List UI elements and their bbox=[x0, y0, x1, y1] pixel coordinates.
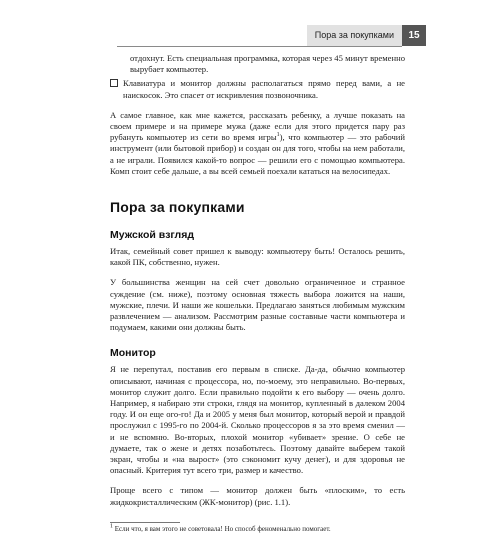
main-paragraph bbox=[110, 110, 405, 177]
paragraph-monitor-type: Проще всего с типом — монитор должен быть «плоским», то есть жидкокристаллическим (ЖК-монитор) (рис. 1.1). bbox=[110, 485, 405, 507]
footnote-mark: 1 bbox=[110, 523, 113, 530]
running-header bbox=[117, 25, 402, 47]
header-title: Пора за покупками bbox=[307, 25, 402, 46]
footnote-ref: 1 bbox=[276, 132, 280, 139]
paragraph-women-opinion: У большинства женщин на сей счет довольно ограниченное и странное суждение (см. ниже), поэтому основная тяжесть выбора ложится на наши, мужские, плечи. И наши же кошельки. Предлагаю заняться любимым мужским развлечением — анализом. Рассмотрим разные составные части компьютера и подумаем, какими они должны быть. bbox=[110, 277, 405, 333]
intro-continuation: отдохнут. Есть специальная программка, которая через 45 минут временно вырубает компьютер. bbox=[130, 53, 405, 75]
bullet-item bbox=[110, 78, 405, 100]
section-heading: Пора за покупками bbox=[110, 199, 245, 216]
subsection-heading-mens-view: Мужской взгляд bbox=[110, 229, 195, 242]
paragraph-monitor-first: Я не перепутал, поставив его первым в списке. Да-да, обычно компьютер описывают, начиная с процессора, но, по-моему, это неправильно. Во-первых, монитор служит долго. Если правильно подойти к его выбору — очень долго. Например, я набираю эти строки, глядя на монитор, купленный в далеком 2004 году. И он еще ого-го! Да и 2005 у меня был монитор, который верой и правдой прослужил с 1995-го по 2004-й. Сколько процессоров я за это время сменил — и не вспомню. Во-вторых, плохой монитор «убивает» зрение. О себе не думаете, так о жене и детях позаботьтесь. Поэтому давайте выберем такой экран, чтобы и «на вырост» (это сэкономит кучу денег), и для здоровья не опасный. Критерия тут всего три, размер и качество. bbox=[110, 364, 405, 476]
page-number: 15 bbox=[402, 25, 426, 46]
subsection-heading-monitor: Монитор bbox=[110, 347, 156, 360]
page-body bbox=[110, 53, 405, 534]
footnote-divider bbox=[110, 522, 180, 523]
main-paragraph-before: А самое главное, как мне кажется, рассказать ребенку, а лучше показать на своем примере и на примере мужа (даже если для этого придется пару раз рубануть компьютер из сети во время игры bbox=[110, 109, 405, 143]
main-paragraph-after: ), что компьютер — это рабочий инструмент (или бытовой прибор) и создан он для того, чтобы на нем работали, а не играли. Появился какой-то вопрос — решили его с помощью компьютера. Комп стоит себе дальше, а вы всей семьей поехали кататься на велосипедах. bbox=[110, 132, 405, 176]
bullet-text: Клавиатура и монитор должны располагаться прямо перед вами, а не наискосок. Это спасет от искривления позвоночника. bbox=[123, 78, 405, 100]
checkbox-bullet-icon bbox=[110, 79, 118, 87]
footnote bbox=[110, 525, 405, 534]
paragraph-family-council: Итак, семейный совет пришел к выводу: компьютеру быть! Осталось решить, какой ПК, собственно, нужен. bbox=[110, 246, 405, 268]
footnote-text: Если что, я вам этого не советовала! Но способ феноменально помогает. bbox=[114, 524, 331, 533]
